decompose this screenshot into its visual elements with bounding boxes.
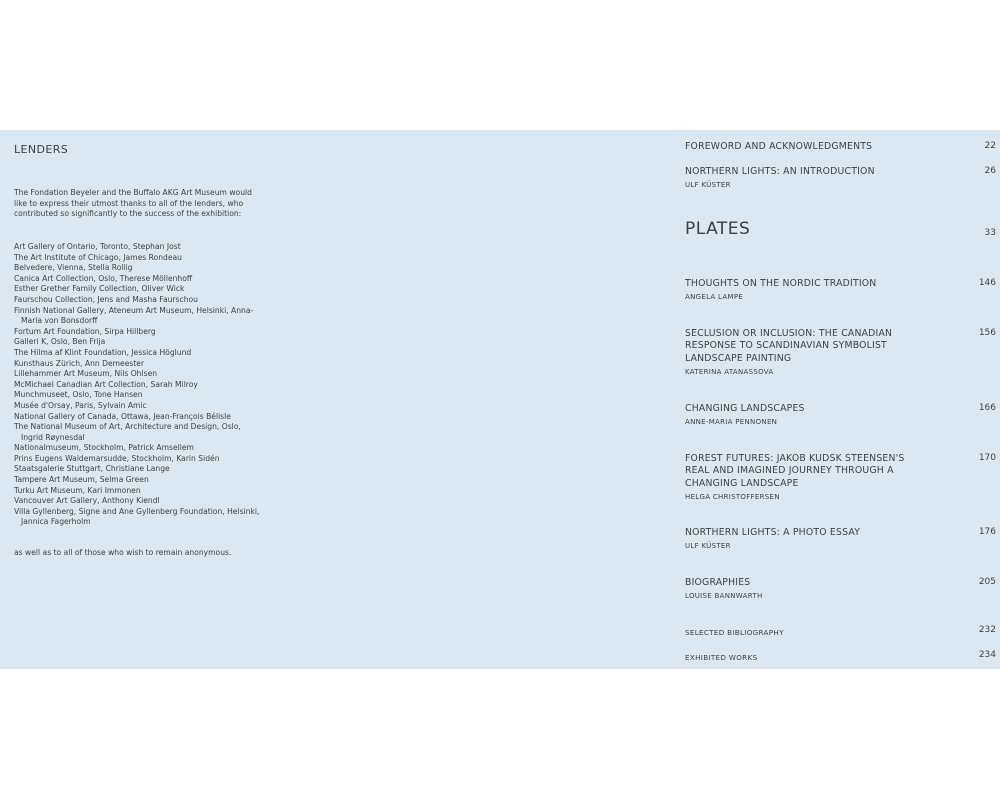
toc-entry[interactable] [685, 403, 1000, 426]
toc-title: SELECTED BIBLIOGRAPHY [685, 628, 784, 637]
lender-item: Villa Gyllenberg, Signe and Ane Gyllenberg Foundation, Helsinki, Jannica Fagerholm [14, 506, 260, 527]
toc-title: FOREST FUTURES: JAKOB KUDSK STEENSEN'S REAL AND IMAGINED JOURNEY THROUGH A CHANGING LANDSCAPE [685, 453, 905, 489]
toc-author: KATERINA ATANASSOVA [685, 368, 774, 377]
toc-page-number: 232 [978, 625, 996, 635]
lender-item: Galleri K, Oslo, Ben Frija [14, 337, 106, 347]
toc-page-number: 26 [984, 166, 996, 176]
lenders-heading: LENDERS [14, 143, 69, 156]
toc-author: ANGELA LAMPE [685, 293, 744, 302]
toc-page-number: 170 [978, 453, 996, 463]
toc-title: SECLUSION OR INCLUSION: THE CANADIAN RESPONSE TO SCANDINAVIAN SYMBOLIST LANDSCAPE PAINTING [685, 328, 893, 364]
lender-item: Tampere Art Museum, Selma Green [14, 475, 149, 485]
lenders-intro: The Fondation Beyeler and the Buffalo AKG Art Museum would like to express their utmost thanks to all of the lenders, who contributed so significantly to the success of the exhibition: [14, 188, 252, 218]
toc-entry[interactable] [685, 577, 1000, 600]
lender-item: Prins Eugens Waldemarsudde, Stockholm, Karin Sidén [14, 453, 220, 463]
lender-item: Nationalmuseum, Stockholm, Patrick Amsellem [14, 443, 194, 453]
toc-title: NORTHERN LIGHTS: AN INTRODUCTION [685, 166, 875, 177]
lender-item: Faurschou Collection, Jens and Masha Faurschou [14, 294, 198, 304]
toc-entry[interactable] [685, 527, 1000, 550]
toc-page-number: 33 [984, 228, 996, 238]
lender-item: Canica Art Collection, Oslo, Therese Möllenhoff [14, 273, 193, 283]
lender-item: Musée d'Orsay, Paris, Sylvain Amic [14, 400, 147, 410]
lender-item: Munchmuseet, Oslo, Tone Hansen [14, 390, 143, 400]
toc-title: FOREWORD AND ACKNOWLEDGMENTS [685, 141, 873, 152]
toc-entry[interactable] [685, 328, 1000, 376]
lender-item: McMichael Canadian Art Collection, Sarah Milroy [14, 379, 198, 389]
toc-page-number: 234 [978, 650, 996, 660]
lender-item: The National Museum of Art, Architecture and Design, Oslo, Ingrid Røynesdal [14, 422, 241, 442]
toc-page-number: 166 [978, 403, 996, 413]
lender-item: The Hilma af Klint Foundation, Jessica Höglund [14, 347, 192, 357]
toc-title: PLATES [685, 219, 751, 239]
toc-entry[interactable] [685, 141, 1000, 153]
lender-item: Art Gallery of Ontario, Toronto, Stephan Jost [14, 242, 181, 251]
lender-item: Fortum Art Foundation, Sirpa Hillberg [14, 326, 156, 336]
toc-entry-plates[interactable] [685, 219, 1000, 239]
lender-item: Belvedere, Vienna, Stella Rollig [14, 263, 133, 273]
lender-item: Turku Art Museum, Kari Immonen [14, 485, 141, 495]
lender-item: Esther Grether Family Collection, Oliver Wick [14, 284, 185, 294]
toc-entry[interactable] [685, 650, 1000, 662]
toc-title: THOUGHTS ON THE NORDIC TRADITION [685, 278, 877, 289]
book-spread [0, 130, 1000, 669]
toc-title: BIOGRAPHIES [685, 577, 751, 588]
toc-entry[interactable] [685, 166, 1000, 189]
toc-author: ULF KÜSTER [685, 181, 731, 190]
toc-title: EXHIBITED WORKS [685, 653, 758, 662]
lender-item: Finnish National Gallery, Ateneum Art Museum, Helsinki, Anna-Maria von Bonsdorff [14, 305, 254, 326]
toc-author: ANNE-MARIA PENNONEN [685, 418, 778, 427]
toc-page-number: 22 [984, 141, 996, 151]
toc-entry[interactable] [685, 625, 1000, 637]
toc-title: NORTHERN LIGHTS: A PHOTO ESSAY [685, 527, 861, 538]
lender-item: Vancouver Art Gallery, Anthony Kiendl [14, 496, 160, 506]
toc-title: CHANGING LANDSCAPES [685, 403, 805, 414]
lender-item: Kunsthaus Zürich, Ann Demeester [14, 358, 145, 368]
lender-item: Lillehammer Art Museum, Nils Ohlsen [14, 369, 158, 379]
toc-author: ULF KÜSTER [685, 542, 731, 551]
toc-page-number: 156 [978, 328, 996, 338]
lender-item: The Art Institute of Chicago, James Rondeau [14, 252, 182, 262]
lenders-closing: as well as to all of those who wish to remain anonymous. [14, 548, 232, 557]
toc-author: HELGA CHRISTOFFERSEN [685, 493, 780, 502]
toc-page-number: 205 [978, 577, 996, 587]
toc-page-number: 176 [978, 527, 996, 537]
toc-author: LOUISE BANNWARTH [685, 592, 763, 601]
lender-item: Staatsgalerie Stuttgart, Christiane Lange [14, 464, 170, 474]
lender-item: National Gallery of Canada, Ottawa, Jean-François Bélisle [14, 411, 231, 421]
toc-entry[interactable] [685, 278, 1000, 301]
toc-page-number: 146 [978, 278, 996, 288]
toc-entry[interactable] [685, 453, 1000, 501]
lenders-list [14, 242, 264, 528]
